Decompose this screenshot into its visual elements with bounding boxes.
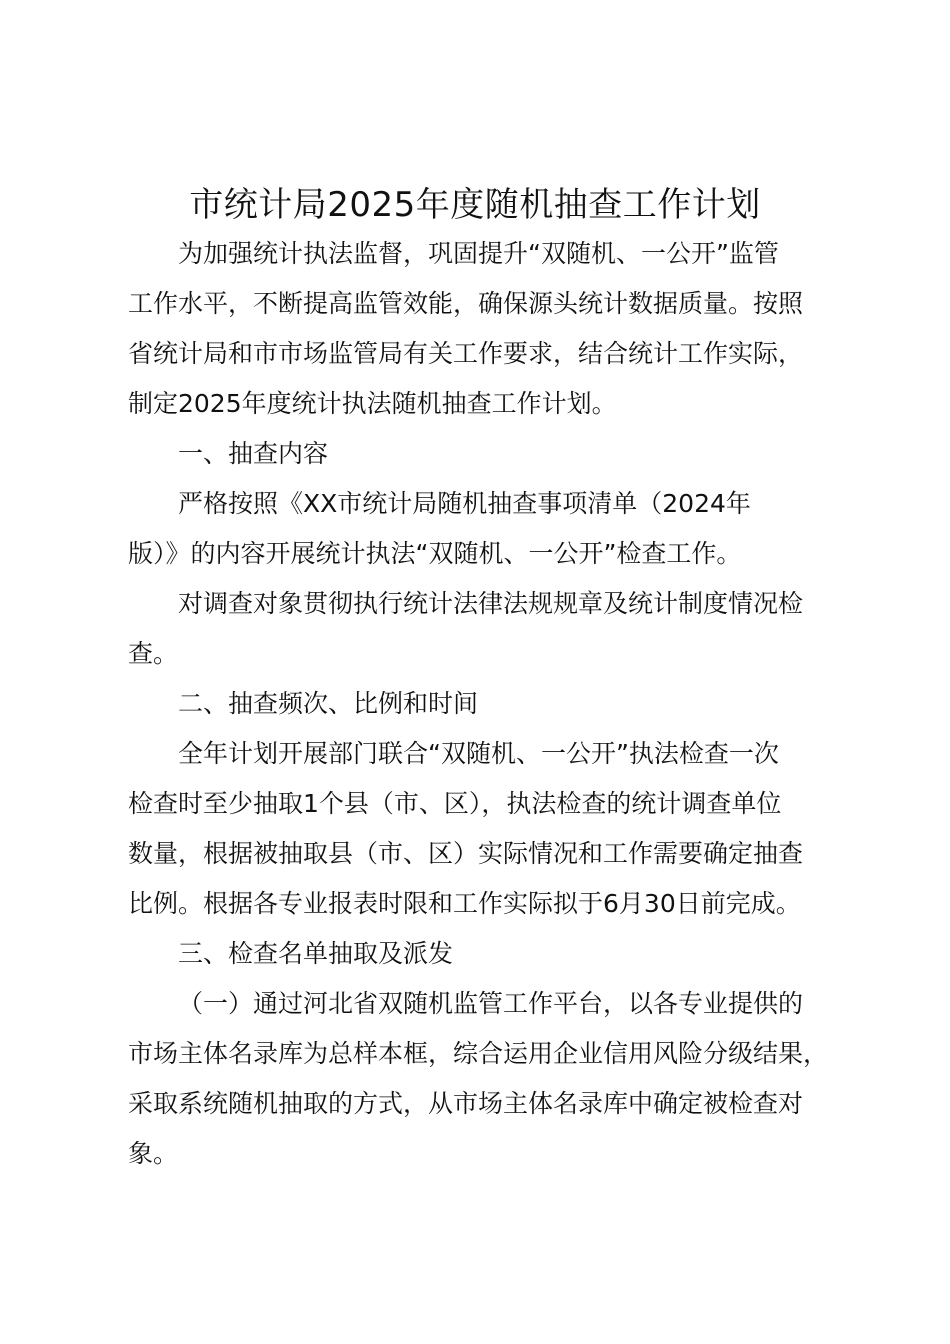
para-intro-line-2: 工作水平，不断提高监管效能，确保源头统计数据质量。按照: [128, 289, 804, 318]
para-content-line-1: 严格按照《XX市统计局随机抽查事项清单（2024年: [178, 489, 751, 518]
para-intro-line-4: 制定2025年度统计执法随机抽查工作计划。: [128, 389, 617, 418]
para-list-line-3: 采取系统随机抽取的方式，从市场主体名录库中确定被检查对: [128, 1089, 804, 1118]
para-intro-line-3: 省统计局和市市场监管局有关工作要求，结合统计工作实际，: [128, 339, 804, 368]
para-content-line-2: 版）》的内容开展统计执法“双随机、一公开”检查工作。: [128, 539, 742, 568]
section-heading-3: 三、检查名单抽取及派发: [178, 939, 454, 968]
para-list-line-4: 象。: [128, 1139, 179, 1168]
para-frequency-line-2: 检查时至少抽取1个县（市、区），执法检查的统计调查单位: [128, 789, 782, 818]
para-frequency-line-3: 数量，根据被抽取县（市、区）实际情况和工作需要确定抽查: [128, 839, 804, 868]
section-heading-2: 二、抽查频次、比例和时间: [178, 689, 479, 718]
para-list-line-1: （一）通过河北省双随机监管工作平台，以各专业提供的: [178, 989, 804, 1018]
para-frequency-line-1: 全年计划开展部门联合“双随机、一公开”执法检查一次: [178, 739, 779, 768]
para-target-line-2: 查。: [128, 639, 179, 668]
para-frequency-line-4: 比例。根据各专业报表时限和工作实际拟于6月30日前完成。: [128, 889, 801, 918]
document-title: 市统计局2025年度随机抽查工作计划: [189, 185, 761, 225]
para-target-line-1: 对调查对象贯彻执行统计法律法规规章及统计制度情况检: [178, 589, 804, 618]
section-heading-1: 一、抽查内容: [178, 439, 329, 468]
para-list-line-2: 市场主体名录库为总样本框，综合运用企业信用风险分级结果，: [128, 1039, 829, 1068]
para-intro-line-1: 为加强统计执法监督，巩固提升“双随机、一公开”监管: [178, 239, 779, 268]
